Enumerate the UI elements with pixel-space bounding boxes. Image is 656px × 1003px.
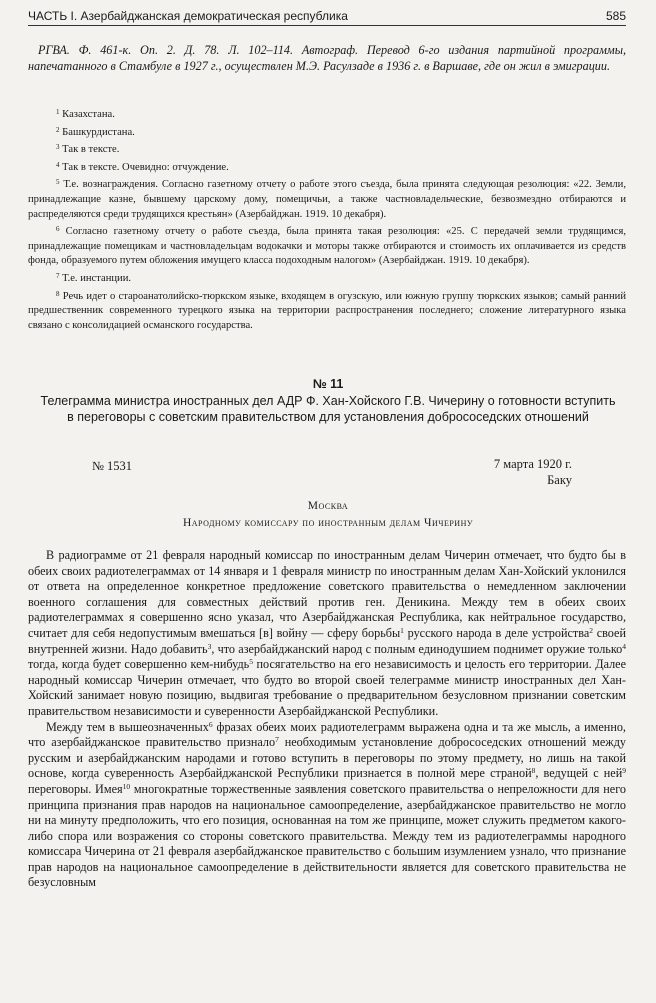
paragraph: В радиограмме от 21 февраля народный комиссар по иностранным делам Чичерин отмечает, что будто бы в обеих своих радиотелеграммах от 14 января и 1 февраля министр по иностранным делам Хан-Хойский уклонился от ответа на определенное конкретное предложение советского правительства о немедленном заключении военного соглашения для совместных действий против ген. Деникина. Между тем в обеих своих радиотелеграммах я совершенно ясно указал, что Азербайджанская Республика, как нейтральное государство, считает для себя недопустимым вмешаться [в] войну — сферу борьбы$^1$ русского народа в деле устройства$^2$ своей внутренней жизни. Надо добавить$^3$, что азербайджанский народ с полным единодушием поднимет оружие только$^4$ тогда, когда будет совершенно кем-нибудь$^5$ посягательство на его независимость и целость его территории. Далее народный комиссар Чичерин отмечает, что будто во второй своей телеграмме министр иностранных дел Хан-Хойский занимает новую позицию, выдвигая требование о предварительном безусловном признании советским правительством независимости и суверенности Азербайджанской Республики. bbox=[28, 548, 626, 718]
address-city: Москва bbox=[307, 500, 349, 512]
running-head bbox=[28, 9, 626, 26]
page-number: 585 bbox=[605, 9, 626, 23]
footnote: $^6$ Согласно газетному отчету о работе съезда, была принята такая резолюция: «25. С передачей земли трудящимся, принадлежащие помещикам и частновладельцам водокачки и моторы также отбираются и стоимость их оплачивается из средств фонда, образуемого путем обложения имущего класса подоходным налогом» (Азербайджан. 1919. 10 декабря). bbox=[28, 225, 626, 267]
date-place bbox=[494, 456, 572, 488]
footnotes bbox=[28, 105, 626, 333]
running-head-title: ЧАСТЬ I. Азербайджанская демократическая республика bbox=[28, 9, 348, 23]
footnote: $^2$ Башкурдистана. bbox=[56, 125, 135, 138]
footnote: $^1$ Казахстана. bbox=[56, 108, 115, 120]
footnote: $^5$ Т.е. вознаграждения. Согласно газетному отчету о работе этого съезда, была принята следующая резолюция: «22. Земли, принадлежащие казне, бывшему царскому дому, помещичьи, а также частновладельческие, безвозмездно отбираются и распределяются среди трудящихся крестьян» (Азербайджан. 1919. 10 декабря). bbox=[28, 178, 626, 220]
paragraph: Между тем в вышеозначенных$^6$ фразах обеих моих радиотелеграмм выражена одна и та же мысль, а именно, что азербайджанское правительство признало$^7$ необходимым установление добрососедских отношений между русским и азербайджанским народами и готово вступить в переговоры по этому предмету, но лишь на такой основе, когда суверенность Азербайджанской Республики признается в полной мере страной$^8$, ведущей с ней$^9$ переговоры. Имея$^{10}$ многократные торжественные заявления советского правительства о непреложности для него принципа признания прав народов на национальное самоопределение, азербайджанское правительство не могло ни на минуту предположить, что его позиция, основанная на том же принципе, может служить предметом какого-либо спора или возражения со стороны советского правительства. Между тем из радиотелеграммы народного комиссара Чичерина от 21 февраля азербайджанское правительство с большим изумлением узнало, что признание прав народов на национальное самоопределение в действительности является для советского правительства не безусловным bbox=[28, 719, 626, 890]
addressee: Народному комиссару по иностранным делам Чичерину bbox=[182, 517, 474, 529]
footnote: $^7$ Т.е. инстанции. bbox=[56, 271, 132, 284]
archive-source-note: РГВА. Ф. 461-к. Оп. 2. Д. 78. Л. 102–114. Автограф. Перевод 6-го издания партийной программы, напечатанного в Стамбуле в 1927 г., осуществлен М.Э. Расулзаде в 1936 г. в Варшаве, где он жил в эмиграции. bbox=[28, 43, 626, 73]
registration-number: № 1531 bbox=[92, 459, 133, 473]
document-number: № 11 bbox=[312, 377, 344, 391]
document-date: 7 марта 1920 г. bbox=[493, 457, 572, 471]
footnote: $^8$ Речь идет о староанатолийско-тюркском языке, входящем в огузскую, или южную группу тюркских языков; самый ранний предшественник современного турецкого языка на территории распространения последнего; сложение литературного языка связано с консолидацией османского государства. bbox=[28, 289, 626, 331]
footnote: $^3$ Так в тексте. bbox=[56, 143, 120, 156]
document-title: Телеграмма министра иностранных дел АДР Ф. Хан-Хойского Г.В. Чичерину о готовности вступить в переговоры с советским правительством для установления добрососедских отношений bbox=[40, 394, 616, 424]
body-text bbox=[28, 548, 626, 891]
footnote: $^4$ Так в тексте. Очевидно: отчуждение. bbox=[56, 160, 229, 173]
document-place: Баку bbox=[547, 473, 572, 487]
